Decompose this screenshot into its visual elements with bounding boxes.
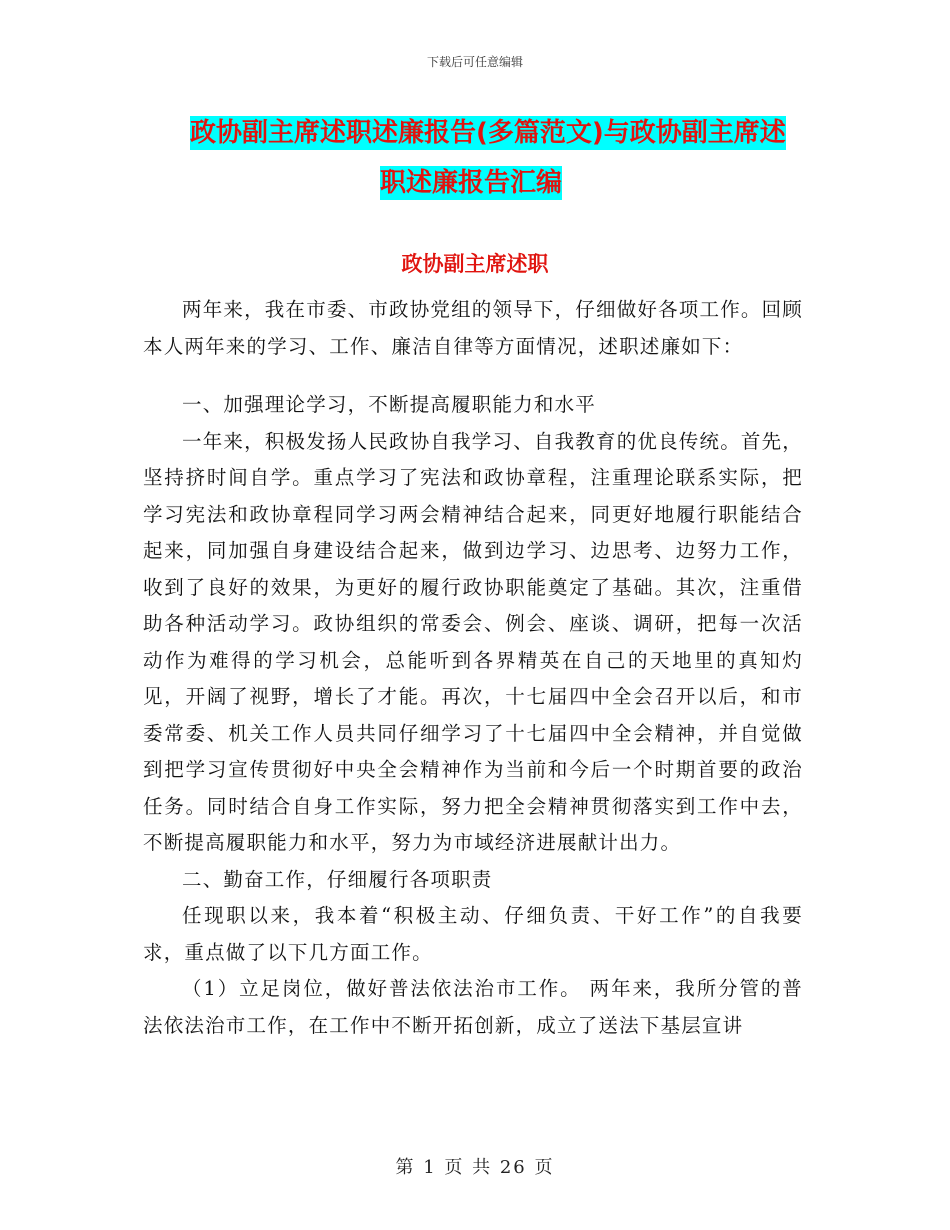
title-line-1 (190, 108, 810, 158)
paragraph-study: 一年来，积极发扬人民政协自我学习、自我教育的优良传统。首先，坚持挤时间自学。重点学习了宪法和政协章程，注重理论联系实际，把学习宪法和政协章程同学习两会精神结合起来，同更好地履行职能结合起来，同加强自身建设结合起来，做到边学习、边思考、边努力工作，收到了良好的效果，为更好的履行政协职能奠定了基础。其次，注重借助各种活动学习。政协组织的常委会、例会、座谈、调研，把每一次活动作为难得的学习机会，总能听到各界精英在自己的天地里的真知灼见，开阔了视野，增长了才能。再次，十七届四中全会召开以后，和市委常委、机关工作人员共同仔细学习了十七届四中全会精神，并自觉做到把学习宣传贯彻好中央全会精神作为当前和今后一个时期首要的政治任务。同时结合自身工作实际，努力把全会精神贯彻落实到工作中去，不断提高履职能力和水平，努力为市域经济进展献计出力。 (143, 429, 804, 854)
page-number: 第 1 页 共 26 页 (395, 1157, 555, 1178)
title-line-2-text: 职述廉报告汇编 (380, 168, 563, 198)
document-title (190, 108, 810, 208)
subheading-2: 二、勤奋工作，仔细履行各项职责 (182, 867, 493, 891)
document-body (143, 292, 803, 1044)
section-heading: 政协副主席述职 (401, 252, 549, 276)
title-line-1-text: 政协副主席述职述廉报告(多篇范文)与政协副主席述 (190, 118, 786, 148)
title-line-2 (190, 158, 810, 208)
paragraph-intro: 两年来，我在市委、市政协党组的领导下，仔细做好各项工作。回顾本人两年来的学习、工作、廉洁自律等方面情况，述职述廉如下： (143, 298, 804, 358)
paragraph-gap (143, 365, 803, 387)
subheading-1: 一、加强理论学习，不断提高履职能力和水平 (182, 393, 597, 416)
paragraph-legal-work: （1）立足岗位，做好普法依法治市工作。 两年来，我所分管的普法依法治市工作，在工作中不断开拓创新，成立了送法下基层宣讲 (143, 977, 803, 1037)
header-note: 下载后可任意编辑 (426, 55, 523, 69)
paragraph-duties: 任现职以来，我本着“积极主动、仔细负责、干好工作”的自我要求，重点做了以下几方面工作。 (143, 904, 803, 964)
